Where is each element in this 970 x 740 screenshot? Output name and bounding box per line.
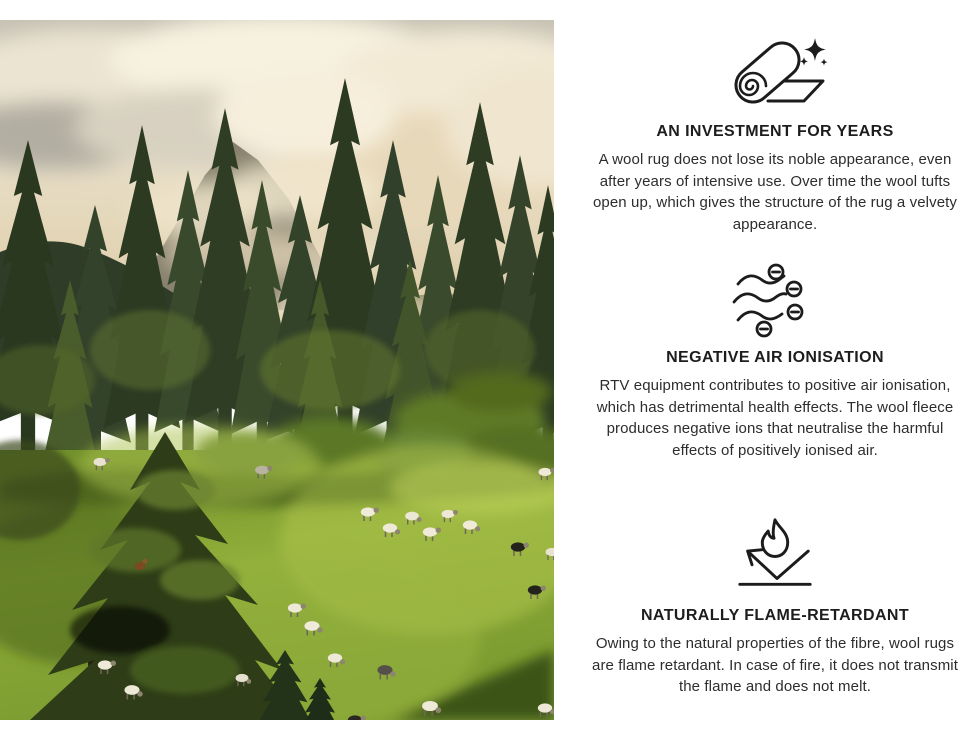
rolled-rug-sparkles-icon — [719, 34, 831, 114]
alpine-meadow-sheep-photo — [0, 20, 554, 720]
feature-title: NEGATIVE AIR IONISATION — [666, 349, 884, 366]
feature-ionisation — [585, 260, 965, 461]
feature-investment — [585, 34, 965, 235]
negative-ions-air-icon — [719, 260, 831, 340]
feature-body: Owing to the natural properties of the fibre, wool rugs are flame retardant. In case of fire, it does not transmit the flame and does not melt. — [592, 635, 958, 695]
landscape-illustration — [0, 20, 554, 720]
product-features-column — [585, 0, 965, 740]
feature-body: RTV equipment contributes to positive air ionisation, which has detrimental health effects. The wool fleece produces negative ions that neutralise the harmful effects of positively ionised air. — [596, 377, 954, 459]
flame-deflected-icon — [725, 514, 825, 598]
feature-title: NATURALLY FLAME-RETARDANT — [640, 607, 910, 624]
feature-flame-retardant — [585, 514, 965, 698]
feature-body: A wool rug does not lose its noble appearance, even after years of intensive use. Over time the wool tufts open up, which gives the structure of the rug a velvety appearance. — [592, 151, 958, 233]
feature-title: AN INVESTMENT FOR YEARS — [656, 123, 894, 140]
